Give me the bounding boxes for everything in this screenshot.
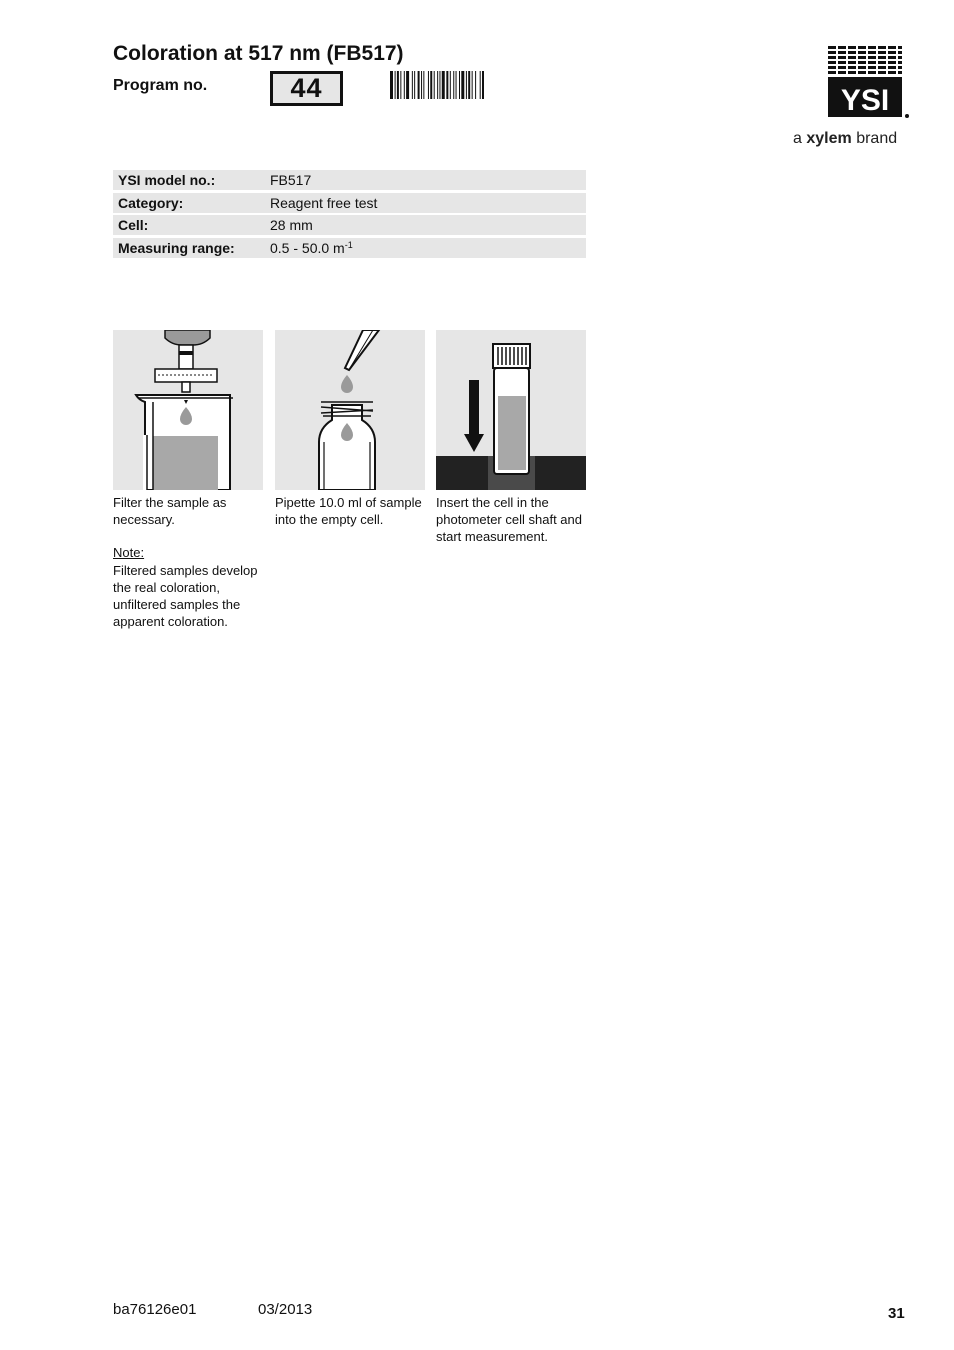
program-label: Program no. xyxy=(113,77,208,94)
program-number: 44 xyxy=(290,73,323,103)
spec-row-range: Measuring range: 0.5 - 50.0 $m^{-1}$ xyxy=(113,238,586,258)
logo-text: YSI xyxy=(840,84,890,117)
spec-table xyxy=(113,170,586,260)
spec-row-model: YSI model no.: FB517 xyxy=(113,170,586,190)
ysi-logo-icon xyxy=(826,46,910,120)
footer-doc-id: ba76126e01 xyxy=(113,1301,197,1318)
brand-tagline: a xylem brand xyxy=(793,130,898,147)
spec-row-category: Category: Reagent free test xyxy=(113,193,586,213)
barcode-icon xyxy=(390,71,556,99)
note-heading: Note: xyxy=(113,545,145,560)
filter-beaker-icon xyxy=(113,330,263,490)
step-caption-pipette: Pipette 10.0 ml of sample into the empty cell. xyxy=(275,495,422,527)
program-number-box xyxy=(270,71,343,106)
spec-row-cell: Cell: 28 mm xyxy=(113,215,586,235)
step-caption-filter: Filter the sample as necessary. xyxy=(113,495,227,527)
page-title: Coloration at 517 nm (FB517) xyxy=(113,42,404,65)
page-number: 31 xyxy=(888,1305,905,1322)
step-caption-insert: Insert the cell in the photometer cell shaft and start measurement. xyxy=(436,495,582,544)
note-body: Filtered samples develop the real coloration, unfiltered samples the apparent coloration. xyxy=(113,563,258,629)
pipette-cell-icon xyxy=(275,330,425,490)
insert-cell-icon xyxy=(436,330,586,490)
footer-date: 03/2013 xyxy=(258,1301,313,1318)
